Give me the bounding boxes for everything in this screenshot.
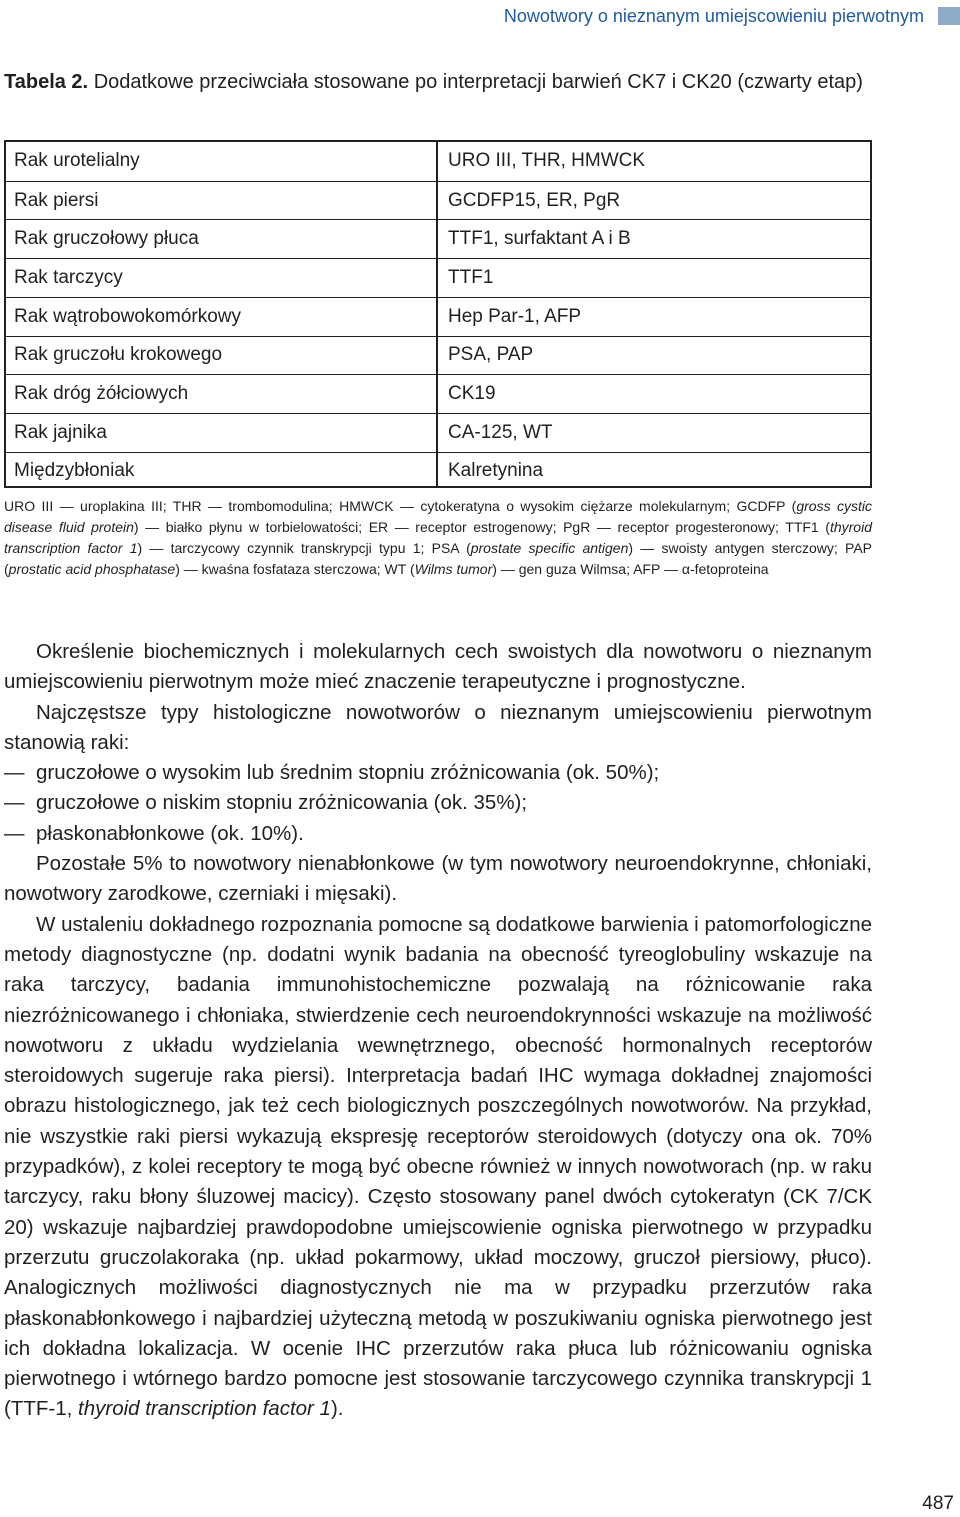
dash-mark: — <box>4 791 25 815</box>
paragraph-text: W ustaleniu dokładnego rozpoznania pomocne są dodatkowe barwienia i patomorfologiczne metody diagnostyczne (np. dodatni wynik badania na obecność tyreoglobuliny wskazuje na raka tarczycy, badania immunohistochemiczne pozwalają na różnicowanie raka niezróżnicowanego i chłoniaka, stwierdzenie cech neuroendokrynności wskazuje na możliwość nowotworu z układu wydzielania wewnętrznego, obecność hormonalnych receptorów steroidowych sugeruje raka piersi). Interpretacja badań IHC wymaga dokładnej znajomości obrazu histologicznego, jak też cech biologicznych poszczególnych nowotworów. Na przykład, nie wszystkie raki piersi wykazują ekspresję receptorów steroidowych (dotyczy ona ok. 70% przypadków), z kolei receptory te mogą być obecne również w innych nowotworach (np. w raku tarczycy, raku błony śluzowej macicy). Często stosowany panel dwóch cytokeratyn (CK 7/CK 20) wskazuje najbardziej prawdopodobne umiejscowienie ogniska pierwotnego w przypadku przerzutu gruczolakoraka (np. układ pokarmowy, układ moczowy, gruczoł piersiowy, płuco). Analogicznych możliwości diagnostycznych nie ma w przypadku przerzutów raka płaskonabłonkowego i najbardziej użyteczną metodą w poszukiwaniu ogniska pierwotnego jest ich dokładna lokalizacja. W ocenie IHC przerzutów raka płuca lub różnicowaniu ogniska pierwotnego i wtórnego bardzo pomocne jest stosowanie tarczycowego czynnika transkrypcji 1 (TTF-1, <box>4 912 872 1421</box>
table-cell-cancer: Międzybłoniak <box>14 460 135 482</box>
body-text <box>4 637 872 1425</box>
page-number: 487 <box>922 1493 954 1514</box>
list-item <box>4 758 872 788</box>
footnote-italic: Wilms tumor <box>414 561 493 577</box>
paragraph-text: ). <box>330 1397 344 1421</box>
paragraph: Określenie biochemicznych i molekularnych cech swoistych dla nowotworu o nieznanym umiejscowieniu pierwotnym może mieć znaczenie terapeutyczne i prognostyczne. <box>4 640 872 694</box>
footnote-text: ) — swoisty antygen sterczowy; PAP ( <box>4 540 872 577</box>
list-item-text: gruczołowe o niskim stopniu zróżnicowania (ok. 35%); <box>36 791 528 815</box>
footnote-italic: prostatic acid phosphatase <box>8 561 176 577</box>
table-cell-markers: Kalretynina <box>448 460 544 482</box>
table-cell-markers: CA-125, WT <box>448 421 553 443</box>
table-cell-markers: TTF1, surfaktant A i B <box>448 228 631 250</box>
table-cell-markers: TTF1 <box>448 266 494 288</box>
table-row <box>6 181 870 220</box>
table-footnote <box>4 496 872 580</box>
table-cell-cancer: Rak gruczołu krokowego <box>14 344 223 366</box>
table-cell-markers: Hep Par-1, AFP <box>448 305 582 327</box>
table-row <box>6 297 870 336</box>
table-cell-markers: URO III, THR, HMWCK <box>448 150 646 172</box>
table-row <box>6 413 870 452</box>
table-row <box>6 142 870 181</box>
paragraph-italic: thyroid transcription factor 1 <box>78 1397 331 1421</box>
table-caption: Dodatkowe przeciwciała stosowane po interpretacji barwień CK7 i CK20 (czwarty etap) <box>93 71 863 93</box>
footnote-text: URO III — uroplakina III; THR — trombomodulina; HMWCK — cytokeratyna o wysokim ciężarze molekularnym; GCDFP ( <box>4 498 797 514</box>
dash-mark: — <box>4 761 25 785</box>
table-cell-cancer: Rak dróg żółciowych <box>14 383 189 405</box>
running-header <box>504 4 960 28</box>
table-row <box>6 374 870 413</box>
table-cell-cancer: Rak urotelialny <box>14 150 140 172</box>
table-row <box>6 258 870 297</box>
paragraph <box>4 910 872 1425</box>
table-title <box>4 68 884 97</box>
table-row <box>6 336 870 375</box>
table-cell-markers: CK19 <box>448 383 496 405</box>
footnote-italic: thyroid transcription factor 1 <box>4 519 872 556</box>
footnote-italic: prostate specific antigen <box>470 540 629 556</box>
footnote-text: ) — białko płynu w torbielowatości; ER — receptor estrogenowy; PgR — receptor progesteronowy; TTF1 ( <box>133 519 830 535</box>
running-title: Nowotwory o nieznanym umiejscowieniu pierwotnym <box>503 5 924 26</box>
table-row <box>6 452 870 491</box>
table-cell-markers: GCDFP15, ER, PgR <box>448 189 621 211</box>
table-cell-cancer: Rak piersi <box>14 189 99 211</box>
footnote-italic: gross cystic disease fluid protein <box>4 498 873 535</box>
list-item-text: płaskonabłonkowe (ok. 10%). <box>36 821 304 845</box>
paragraph: Najczęstsze typy histologiczne nowotworów o nieznanym umiejscowieniu pierwotnym stanowią raki: <box>4 700 872 754</box>
table-cell-cancer: Rak gruczołowy płuca <box>14 228 199 250</box>
antibody-table <box>4 140 872 488</box>
table-cell-cancer: Rak tarczycy <box>14 266 123 288</box>
table-cell-cancer: Rak wątrobowokomórkowy <box>14 305 242 327</box>
paragraph: Pozostałe 5% to nowotwory nienabłonkowe (w tym nowotwory neuroendokrynne, chłoniaki, nowotwory zarodkowe, czerniaki i mięsaki). <box>4 852 872 906</box>
footnote-text: ) — kwaśna fosfataza sterczowa; WT ( <box>175 561 415 577</box>
dash-mark: — <box>4 821 25 845</box>
list-item <box>4 788 872 818</box>
footnote-text: ) — tarczycowy czynnik transkrypcji typu 1; PSA ( <box>137 540 471 556</box>
list-item <box>4 819 872 849</box>
table-cell-cancer: Rak jajnika <box>14 421 107 443</box>
footnote-text: ) — gen guza Wilmsa; AFP — α-fetoproteina <box>492 561 769 577</box>
table-cell-markers: PSA, PAP <box>448 344 534 366</box>
header-accent-square <box>938 7 960 25</box>
table-row <box>6 219 870 258</box>
list-item-text: gruczołowe o wysokim lub średnim stopniu zróżnicowania (ok. 50%); <box>36 761 660 785</box>
table-label: Tabela 2. <box>4 71 89 93</box>
